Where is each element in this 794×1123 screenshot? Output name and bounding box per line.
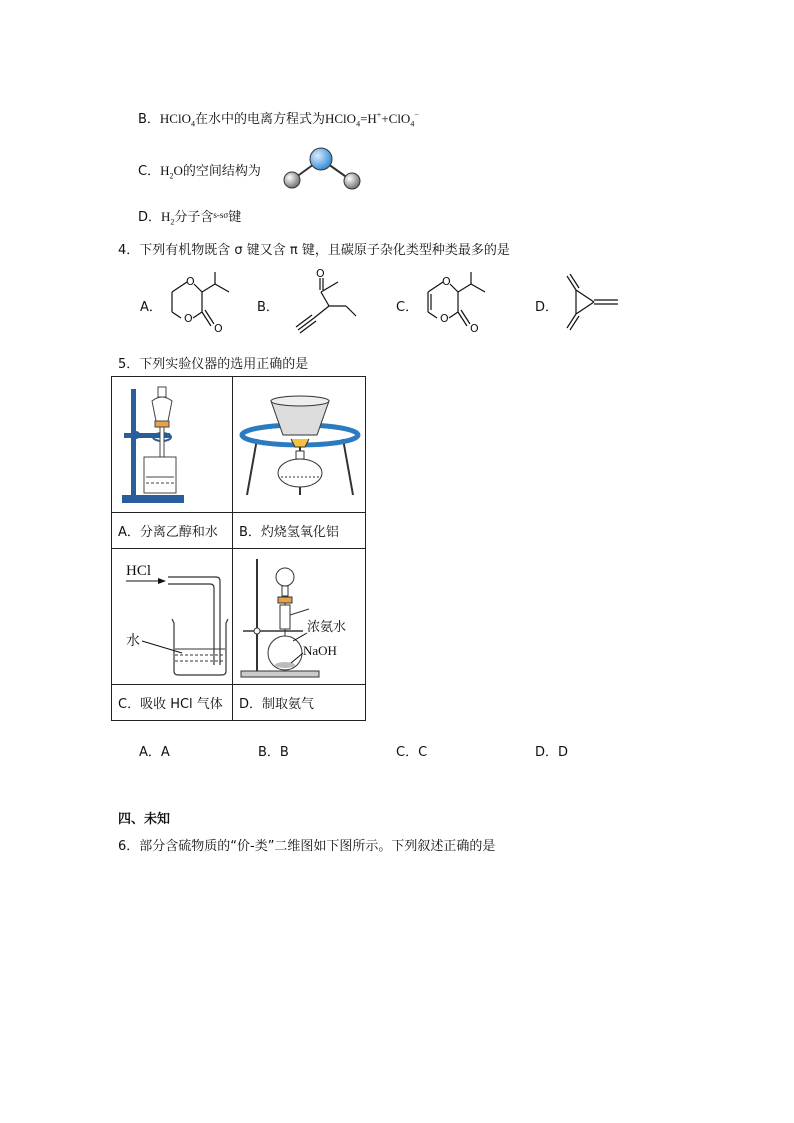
option-c-prefix: C． (138, 164, 161, 179)
q4-stem: 4．下列有机物既含 σ 键又含 π 键，且碳原子杂化类型种类最多的是 (118, 243, 510, 258)
atom-o: O (442, 275, 451, 288)
q3-option-d (138, 206, 241, 227)
water-molecule-model (278, 144, 368, 194)
option-c-caption: C．吸收 HCl 气体 (112, 685, 233, 721)
atom-o: O (470, 322, 479, 335)
q5-stem: 5．下列实验仪器的选用正确的是 (118, 357, 309, 372)
crucible-on-tripod (233, 377, 365, 512)
q5-answer-d: D．D (535, 745, 569, 760)
q4-option-d-label: D． (535, 300, 559, 315)
hcl-absorption-setup (112, 549, 232, 684)
atom-o: O (184, 312, 193, 325)
section-heading: 四、未知 (118, 812, 171, 827)
atom-o: O (440, 312, 449, 325)
apparatus-a-figure (112, 377, 233, 513)
apparatus-b-figure (233, 377, 366, 513)
option-d-suffix: 键 (228, 210, 242, 225)
apparatus-c-figure (112, 549, 233, 685)
q4-option-b-label: B． (257, 300, 279, 315)
option-d-caption: D．制取氨气 (233, 685, 366, 721)
separatory-funnel-setup (112, 377, 232, 512)
q4-structure-d (558, 270, 628, 340)
apparatus-d-figure (233, 549, 366, 685)
ammonia-water-label: 浓氨水 (307, 620, 347, 635)
option-a-caption: A．分离乙醇和水 (112, 513, 233, 549)
hcl-label: HCl (126, 563, 152, 579)
q4-structure-b (284, 266, 374, 346)
q5-answer-c: C．C (396, 745, 428, 760)
option-b-prefix: B． (138, 112, 160, 127)
q4-structure-c (419, 270, 509, 340)
apparatus-table (111, 376, 366, 721)
q6-stem: 6．部分含硫物质的“价-类”二维图如下图所示。下列叙述正确的是 (118, 839, 496, 854)
option-c-text: 的空间结构为 (182, 164, 261, 179)
option-d-prefix: D． (138, 210, 162, 225)
q3-option-b (138, 108, 419, 129)
q4-option-a-label: A． (140, 300, 162, 315)
water-label: 水 (126, 633, 140, 649)
q4-structure-a (163, 270, 243, 340)
atom-o: O (214, 322, 223, 335)
q5-answer-b: B．B (258, 745, 289, 760)
h2o-formula: $H_2O$ (160, 163, 183, 181)
hclo4-formula: HClO$_4$ (159, 111, 195, 129)
q4-option-c-label: C． (396, 300, 419, 315)
ammonia-preparation-setup (233, 549, 365, 684)
q3-option-c (138, 160, 261, 181)
h2-formula: $H_2$ (161, 209, 175, 227)
option-b-caption: B．灼烧氢氧化铝 (233, 513, 366, 549)
atom-o: O (186, 275, 195, 288)
naoh-label: NaOH (303, 643, 337, 658)
ionization-equation: HClO$_4$=H++ClO$_4$− (325, 110, 419, 129)
q5-answer-a: A．A (139, 745, 170, 760)
option-b-text: 在水中的电离方程式为 (194, 112, 325, 127)
option-d-text: 分子含 (174, 210, 214, 225)
bond-type: s-sσ (213, 210, 229, 220)
atom-o: O (316, 267, 325, 280)
